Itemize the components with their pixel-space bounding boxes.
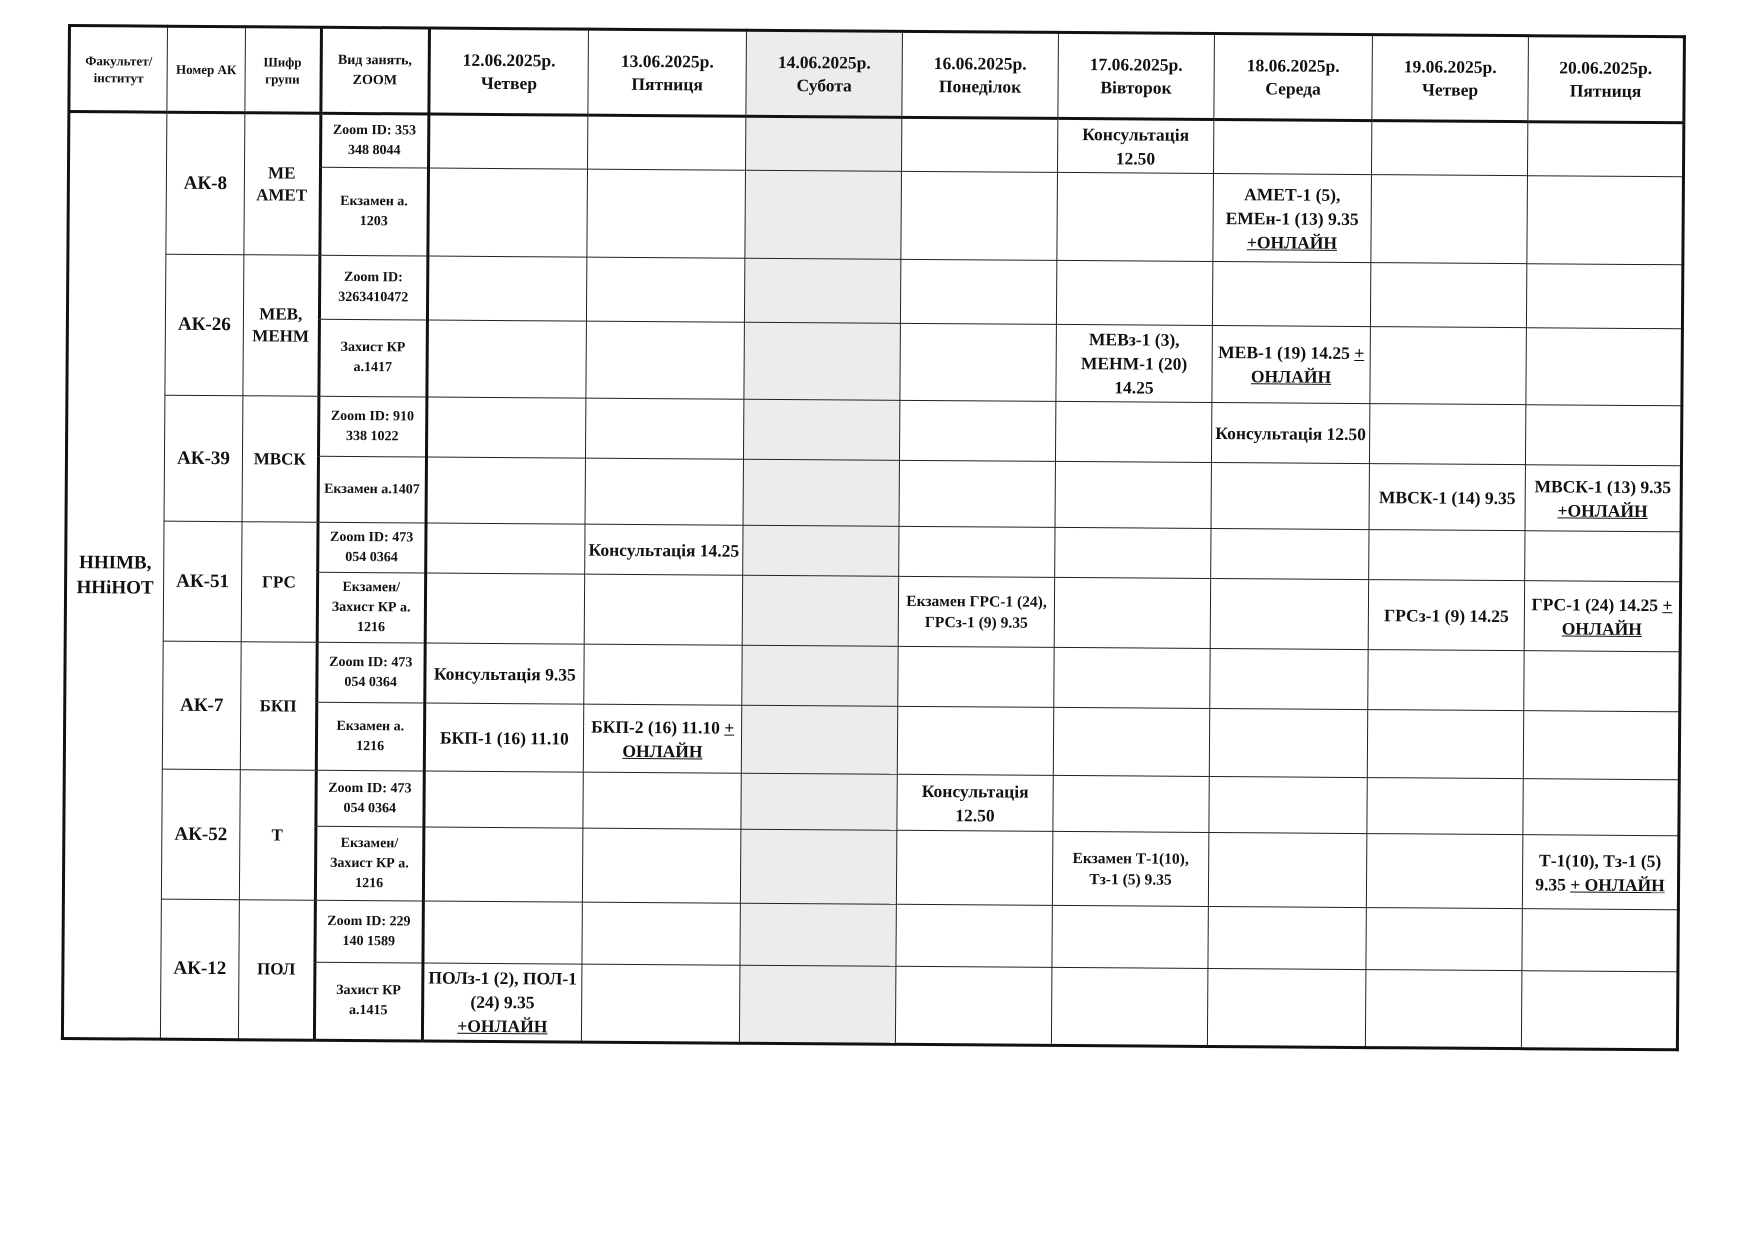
schedule-cell: [1371, 175, 1528, 264]
header-day: [1058, 32, 1215, 119]
schedule-cell: [1057, 172, 1214, 261]
schedule-cell: [897, 706, 1053, 775]
schedule-cell: [745, 170, 902, 259]
ak-number-cell: АК-51: [163, 521, 242, 642]
header-ak-number: Номер АК: [167, 26, 246, 113]
header-day: [1214, 34, 1373, 121]
group-code-cell: МЕ АМЕТ: [244, 113, 321, 256]
schedule-cell: [1370, 327, 1526, 405]
header-weekday: Четвер: [480, 72, 538, 93]
class-type-cell: Екзамен а.1407: [318, 456, 426, 523]
header-date: 19.06.2025р.: [1403, 55, 1497, 77]
faculty-cell: ННІМВ, ННіНОТ: [62, 112, 166, 1040]
schedule-cell: [427, 256, 587, 321]
class-type-cell: Захист КР а.1415: [314, 962, 423, 1041]
table-row: [67, 254, 1682, 329]
schedule-cell: [1522, 909, 1678, 972]
ak-number-cell: АК-52: [161, 769, 240, 900]
schedule-cell: [423, 827, 583, 902]
schedule-cell: [743, 459, 899, 526]
header-date: 20.06.2025р.: [1559, 56, 1653, 78]
header-date: 18.06.2025р.: [1246, 54, 1340, 76]
schedule-cell: МЕВ-1 (19) 14.25 + ОНЛАЙН: [1212, 325, 1371, 403]
schedule-cell: [1367, 710, 1523, 779]
schedule-cell: Консультація 9.35: [424, 643, 584, 704]
header-date: 13.06.2025р.: [620, 50, 714, 72]
class-type-cell: Zoom ID: 910 338 1022: [318, 396, 426, 457]
header-weekday: Середа: [1265, 77, 1321, 99]
header-row: [69, 26, 1685, 123]
schedule-cell: [428, 168, 588, 257]
schedule-cell: [746, 116, 902, 171]
schedule-cell: [585, 398, 744, 459]
online-marker: +ОНЛАЙН: [457, 1015, 548, 1037]
ak-number-cell: АК-39: [164, 395, 243, 522]
header-date: 12.06.2025р.: [462, 49, 556, 70]
header-date: 17.06.2025р.: [1089, 53, 1183, 75]
header-day: [902, 31, 1059, 118]
schedule-cell: [1055, 527, 1211, 578]
schedule-cell: [581, 964, 740, 1043]
schedule-cell: [1527, 122, 1683, 177]
online-marker: + ОНЛАЙН: [622, 717, 735, 761]
table-row: [63, 898, 1678, 971]
schedule-cell: [1372, 121, 1528, 176]
schedule-cell: [1208, 906, 1367, 969]
header-weekday: Субота: [796, 74, 852, 95]
schedule-cell: [587, 169, 746, 258]
schedule-cell: МВСК-1 (13) 9.35 +ОНЛАЙН: [1525, 465, 1681, 532]
schedule-cell: [900, 400, 1056, 461]
schedule-cell: [741, 705, 897, 774]
schedule-cell: [426, 397, 586, 458]
schedule-cell: [900, 259, 1056, 324]
schedule-cell: [1211, 462, 1370, 529]
schedule-cell: [1053, 707, 1209, 776]
schedule-cell: [1366, 834, 1522, 909]
schedule-cell: [899, 526, 1055, 577]
schedule-cell: [424, 771, 584, 828]
schedule-cell: Консультація 12.50: [1057, 118, 1213, 173]
schedule-cell: [743, 525, 899, 576]
table-row: [65, 640, 1680, 711]
schedule-cell: [900, 323, 1056, 401]
schedule-cell: [1210, 648, 1369, 709]
schedule-cell: [1370, 263, 1526, 328]
schedule-cell: [902, 117, 1058, 172]
class-type-cell: Zoom ID: 353 348 8044: [320, 113, 428, 168]
header-day: [1372, 35, 1529, 122]
schedule-cell: [742, 645, 898, 706]
online-marker: +ОНЛАЙН: [1557, 499, 1648, 521]
schedule-cell: ПОЛз-1 (2), ПОЛ-1 (24) 9.35 +ОНЛАЙН: [422, 963, 582, 1042]
schedule-cell: [1527, 176, 1684, 265]
class-type-cell: Zoom ID: 3263410472: [319, 255, 427, 320]
schedule-cell: [1051, 967, 1207, 1046]
schedule-cell: [586, 321, 745, 399]
schedule-cell: [1207, 968, 1366, 1047]
schedule-cell: БКП-2 (16) 11.10 + ОНЛАЙН: [583, 704, 742, 773]
schedule-cell: Консультація 12.50: [897, 774, 1053, 831]
group-code-cell: МВСК: [242, 396, 319, 523]
online-marker: +ОНЛАЙН: [1246, 231, 1338, 253]
online-marker: + ОНЛАЙН: [1570, 874, 1665, 895]
header-day: [429, 28, 589, 115]
header-date: 14.06.2025р.: [777, 51, 871, 73]
schedule-cell: [896, 904, 1052, 967]
class-type-cell: Захист КР а.1417: [319, 319, 428, 397]
ak-number-cell: АК-8: [166, 112, 245, 255]
table-row: [66, 395, 1681, 466]
class-type-cell: Zoom ID: 473 054 0364: [316, 642, 424, 703]
schedule-cell: [1368, 650, 1524, 711]
class-type-cell: Zoom ID: 473 054 0364: [316, 770, 424, 827]
schedule-cell: [1054, 647, 1210, 708]
schedule-body: [62, 112, 1683, 1050]
schedule-cell: [427, 320, 587, 398]
schedule-cell: МЕВз-1 (3), МЕНМ-1 (20) 14.25: [1056, 324, 1212, 402]
schedule-cell: [584, 644, 743, 705]
schedule-cell: [1211, 528, 1370, 579]
schedule-cell: [1523, 779, 1679, 836]
schedule-cell: [1055, 401, 1211, 462]
schedule-cell: [1369, 530, 1525, 581]
schedule-cell: [582, 828, 741, 903]
schedule-cell: АМЕТ-1 (5), ЕМЕн-1 (13) 9.35 +ОНЛАЙН: [1213, 173, 1372, 262]
group-code-cell: ПОЛ: [238, 900, 315, 1041]
table-row: [69, 112, 1684, 177]
class-type-cell: Екзамен/ Захист КР а. 1216: [315, 826, 424, 901]
header-day: [746, 30, 903, 117]
schedule-cell: [1367, 778, 1523, 835]
schedule-cell: [423, 901, 583, 964]
schedule-cell: [1525, 531, 1681, 582]
header-weekday: Вівторок: [1100, 76, 1172, 98]
schedule-cell: Екзамен Т-1(10), Тз-1 (5) 9.35: [1052, 831, 1208, 906]
schedule-cell: [1208, 832, 1367, 907]
schedule-cell: [583, 772, 742, 829]
table-row: [64, 768, 1679, 835]
schedule-cell: [1053, 775, 1209, 832]
class-type-cell: Екзамен а. 1203: [320, 167, 429, 256]
schedule-cell: [1212, 261, 1371, 326]
schedule-cell: [1209, 708, 1368, 777]
schedule-cell: [586, 257, 745, 322]
schedule-cell: [1054, 577, 1210, 648]
schedule-cell: [1524, 651, 1680, 712]
online-marker: + ОНЛАЙН: [1250, 342, 1365, 387]
schedule-cell: [895, 966, 1051, 1045]
schedule-cell: [1213, 120, 1372, 175]
schedule-cell: [741, 829, 897, 904]
schedule-cell: [1052, 905, 1208, 968]
schedule-cell: [744, 322, 900, 400]
schedule-cell: [584, 574, 743, 645]
schedule-cell: [896, 830, 1052, 905]
schedule-cell: [1210, 578, 1369, 649]
schedule-cell: МВСК-1 (14) 9.35: [1369, 464, 1525, 531]
header-faculty: Факультет/ інститут: [69, 26, 168, 113]
schedule-cell: [1366, 908, 1522, 971]
group-code-cell: Т: [239, 770, 316, 901]
schedule-cell: [744, 399, 900, 460]
class-type-cell: Zoom ID: 473 054 0364: [317, 522, 425, 573]
class-type-cell: Zoom ID: 229 140 1589: [315, 900, 423, 963]
schedule-cell: [740, 903, 896, 966]
schedule-cell: [1365, 970, 1521, 1049]
schedule-cell: [585, 458, 744, 525]
class-type-cell: Екзамен/ Захист КР а. 1216: [317, 572, 426, 643]
schedule-cell: Т-1(10), Тз-1 (5) 9.35 + ОНЛАЙН: [1522, 835, 1679, 910]
schedule-cell: Екзамен ГРС-1 (24), ГРСз-1 (9) 9.35: [898, 576, 1054, 647]
schedule-sheet: [61, 24, 1686, 1051]
ak-number-cell: АК-7: [162, 641, 241, 770]
schedule-cell: Консультація 14.25: [585, 524, 744, 575]
header-weekday: Четвер: [1421, 78, 1479, 100]
schedule-cell: [1056, 260, 1212, 325]
header-weekday: Пятниця: [1569, 79, 1642, 101]
schedule-cell: [899, 460, 1055, 527]
schedule-cell: [425, 573, 585, 644]
exam-schedule-table: [61, 24, 1686, 1051]
online-marker: + ОНЛАЙН: [1561, 594, 1673, 639]
schedule-cell: [1521, 971, 1678, 1050]
header-weekday: Понеділок: [938, 75, 1022, 97]
schedule-cell: [426, 457, 586, 524]
schedule-cell: [1525, 405, 1681, 466]
schedule-cell: [741, 773, 897, 830]
schedule-cell: [745, 258, 901, 323]
schedule-cell: ГРС-1 (24) 14.25 + ОНЛАЙН: [1524, 581, 1681, 652]
schedule-cell: [587, 115, 746, 170]
header-weekday: Пятниця: [631, 73, 703, 94]
group-code-cell: ГРС: [241, 522, 318, 643]
header-day: [588, 29, 747, 116]
ak-number-cell: АК-12: [160, 899, 239, 1040]
schedule-cell: [1523, 711, 1679, 780]
schedule-cell: [1209, 776, 1368, 833]
schedule-cell: БКП-1 (16) 11.10: [424, 703, 584, 772]
schedule-cell: [1526, 328, 1683, 406]
schedule-cell: [582, 902, 741, 965]
schedule-cell: ГРСз-1 (9) 14.25: [1368, 580, 1524, 651]
schedule-cell: [1526, 264, 1682, 329]
ak-number-cell: АК-26: [165, 254, 244, 396]
table-row: [66, 520, 1681, 581]
header-date: 16.06.2025р.: [933, 52, 1027, 74]
schedule-cell: Консультація 12.50: [1211, 402, 1370, 463]
group-code-cell: БКП: [240, 642, 317, 771]
schedule-cell: [1055, 461, 1211, 528]
header-group-code: Шифр групи: [245, 27, 321, 114]
class-type-cell: Екзамен а. 1216: [316, 702, 425, 771]
header-class-type: Вид занять, ZOOM: [321, 27, 430, 114]
schedule-cell: [901, 171, 1058, 260]
schedule-cell: [740, 965, 896, 1044]
schedule-cell: [1370, 404, 1526, 465]
schedule-cell: [428, 114, 588, 169]
schedule-cell: [898, 646, 1054, 707]
schedule-cell: [425, 523, 585, 574]
schedule-cell: [742, 575, 898, 646]
group-code-cell: МЕВ, МЕНМ: [243, 255, 320, 397]
header-day: [1528, 36, 1685, 123]
